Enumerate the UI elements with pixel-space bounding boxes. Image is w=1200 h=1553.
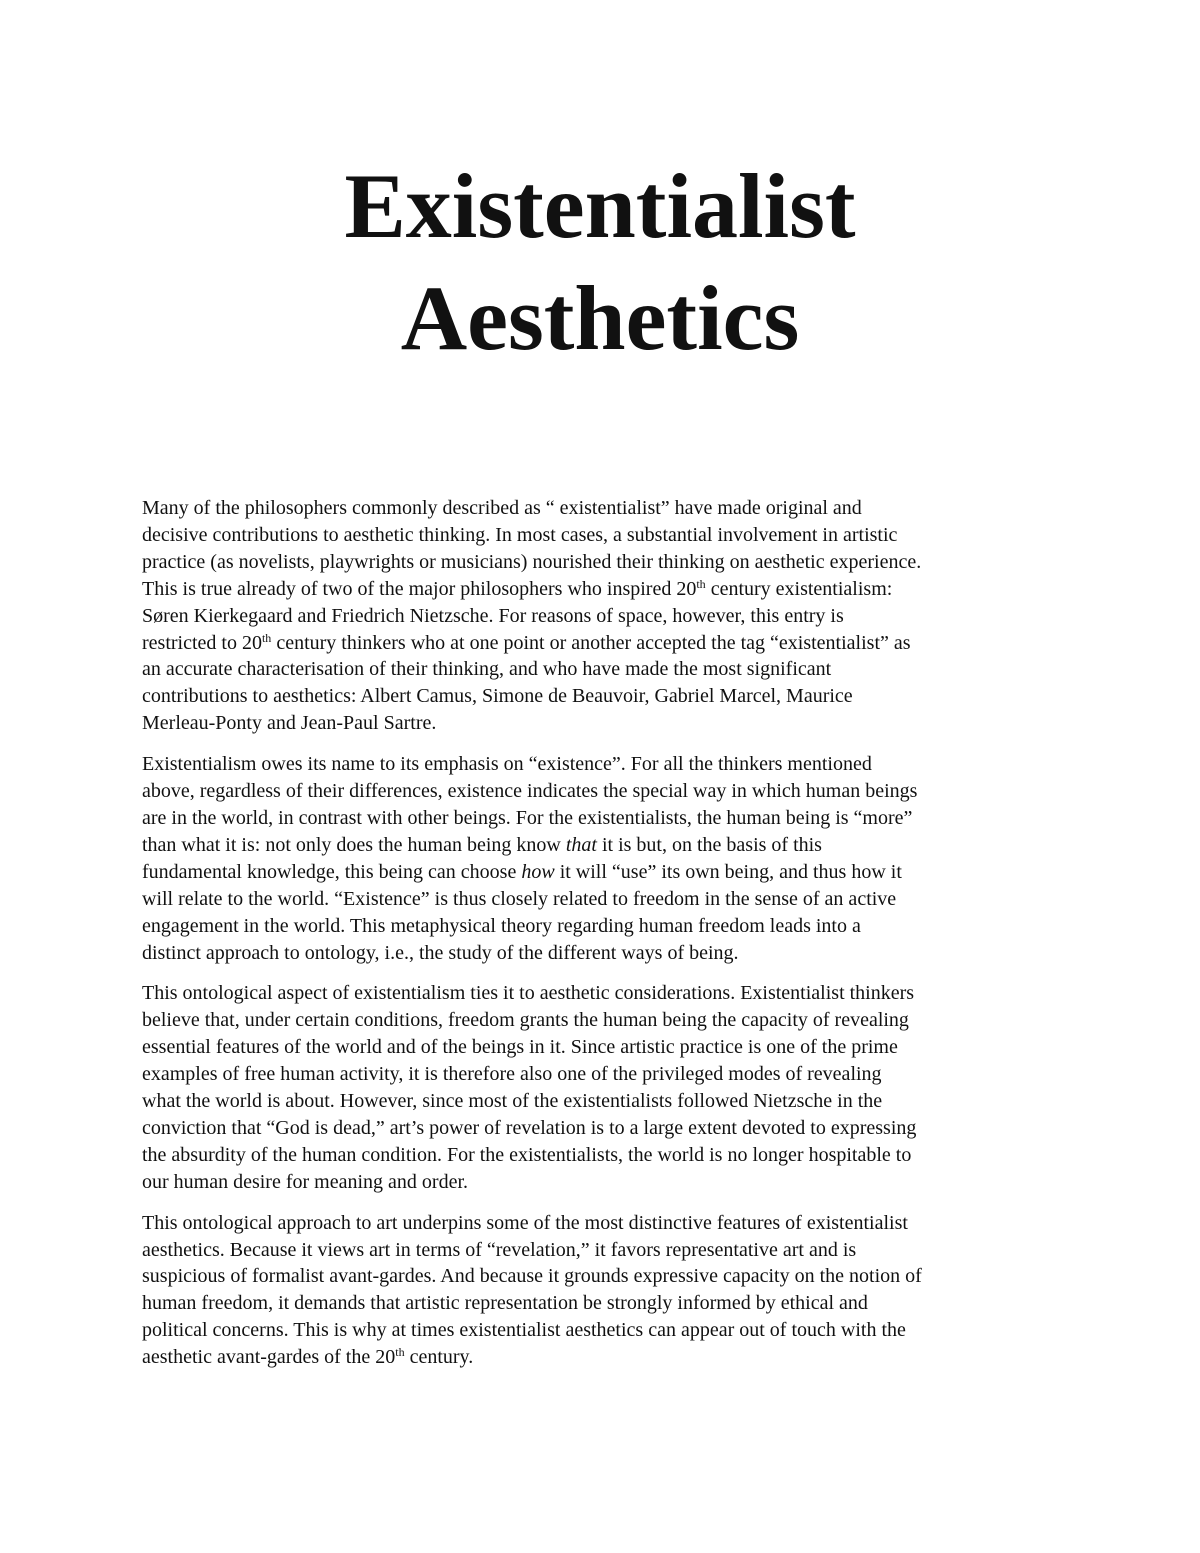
text-segment: decisive contributions to aesthetic thinking. In most cases, a substantial involvement in artistic [142, 523, 898, 546]
paragraph-3 [142, 980, 1072, 1195]
text-segment: aesthetics. Because it views art in terms of “revelation,” it favors representative art and is [142, 1238, 857, 1261]
text-line [142, 886, 1072, 913]
text-line [142, 630, 1072, 657]
text-segment: suspicious of formalist avant-gardes. And because it grounds expressive capacity on the notion of [142, 1265, 922, 1288]
superscript: th [395, 1345, 405, 1360]
text-segment: than what it is: not only does the human being know [142, 833, 566, 856]
text-segment: political concerns. This is why at times existentialist aesthetics can appear out of touch with the [142, 1319, 906, 1342]
text-line [142, 1263, 1072, 1290]
text-segment: This ontological approach to art underpins some of the most distinctive features of existentialist [142, 1211, 908, 1234]
text-segment: the absurdity of the human condition. For the existentialists, the world is no longer hospitable to [142, 1143, 912, 1166]
text-line [142, 1169, 1072, 1196]
text-line [142, 1290, 1072, 1317]
text-segment: Merleau-Ponty and Jean-Paul Sartre. [142, 712, 437, 735]
superscript: th [261, 630, 272, 645]
superscript: th [696, 576, 706, 591]
text-segment: what the world is about. However, since most of the existentialists followed Nietzsche in the [142, 1090, 883, 1113]
text-segment: essential features of the world and of the beings in it. Since artistic practice is one of the prime [142, 1036, 898, 1059]
text-line [142, 1061, 1072, 1088]
text-segment: it will “use” its own being, and thus how it [554, 860, 902, 883]
text-segment: century existentialism: [705, 577, 893, 600]
text-segment: Existentialism owes its name to its emphasis on “existence”. For all the thinkers mentioned [142, 753, 872, 776]
text-segment: engagement in the world. This metaphysical theory regarding human freedom leads into a [142, 914, 861, 937]
text-line [142, 1344, 1072, 1371]
text-line [142, 940, 1072, 967]
text-segment: century thinkers who at one point or another accepted the tag “existentialist” as [271, 631, 911, 654]
paragraph-4 [142, 1210, 1072, 1371]
text-line [142, 778, 1072, 805]
title-line-2: Aesthetics [400, 267, 800, 369]
text-segment: contributions to aesthetics: Albert Camus, Simone de Beauvoir, Gabriel Marcel, Maurice [142, 685, 853, 708]
text-segment: fundamental knowledge, this being can choose [142, 860, 522, 883]
text-segment: aesthetic avant-gardes of the 20 [142, 1346, 396, 1369]
text-line [142, 495, 1072, 522]
text-line [142, 913, 1072, 940]
text-line [142, 1142, 1072, 1169]
text-segment: Søren Kierkegaard and Friedrich Nietzsche. For reasons of space, however, this entry is [142, 604, 844, 627]
text-line [142, 656, 1072, 683]
text-segment: Many of the philosophers commonly described as “ existentialist” have made original and [142, 497, 862, 519]
text-segment: it is but, on the basis of this [596, 833, 822, 856]
text-segment: This is true already of two of the major philosophers who inspired 20 [142, 577, 697, 600]
paragraph-1 [142, 495, 1072, 737]
text-line [142, 522, 1072, 549]
text-line [142, 1034, 1072, 1061]
text-segment: an accurate characterisation of their thinking, and who have made the most significant [142, 658, 832, 681]
text-segment: will relate to the world. “Existence” is thus closely related to freedom in the sense of an active [142, 887, 897, 910]
text-line [142, 576, 1072, 603]
text-segment: believe that, under certain conditions, freedom grants the human being the capacity of revealing [142, 1009, 909, 1032]
paragraph-2 [142, 751, 1072, 966]
text-segment: our human desire for meaning and order. [142, 1170, 469, 1193]
text-line [142, 1237, 1072, 1264]
text-line [142, 1088, 1072, 1115]
text-segment: human freedom, it demands that artistic representation be strongly informed by ethical and [142, 1292, 868, 1315]
text-line [142, 859, 1072, 886]
text-line [142, 710, 1072, 737]
text-segment: are in the world, in contrast with other beings. For the existentialists, the human being is “more” [142, 806, 913, 829]
document-title [0, 150, 1200, 374]
text-segment: above, regardless of their differences, existence indicates the special way in which human beings [142, 780, 918, 803]
text-line [142, 832, 1072, 859]
text-line [142, 980, 1072, 1007]
text-segment: restricted to 20 [142, 631, 262, 654]
text-line [142, 549, 1072, 576]
text-line [142, 1007, 1072, 1034]
text-segment: century. [404, 1346, 474, 1369]
text-line [142, 805, 1072, 832]
text-segment: This ontological aspect of existentialism ties it to aesthetic considerations. Existentialist thinkers [142, 982, 915, 1005]
italic-text: how [521, 860, 555, 883]
document-body [142, 495, 1072, 1385]
text-segment: practice (as novelists, playwrights or musicians) nourished their thinking on aesthetic experience. [142, 550, 922, 573]
text-line [142, 1317, 1072, 1344]
text-line [142, 1115, 1072, 1142]
italic-text: that [565, 833, 597, 856]
text-line [142, 751, 1072, 778]
text-segment: distinct approach to ontology, i.e., the study of the different ways of being. [142, 941, 739, 964]
title-line-1: Existentialist [344, 155, 856, 257]
text-line [142, 603, 1072, 630]
text-line [142, 683, 1072, 710]
text-line [142, 1210, 1072, 1237]
text-segment: conviction that “God is dead,” art’s power of revelation is to a large extent devoted to expressing [142, 1116, 917, 1139]
text-segment: examples of free human activity, it is therefore also one of the privileged modes of revealing [142, 1063, 882, 1086]
